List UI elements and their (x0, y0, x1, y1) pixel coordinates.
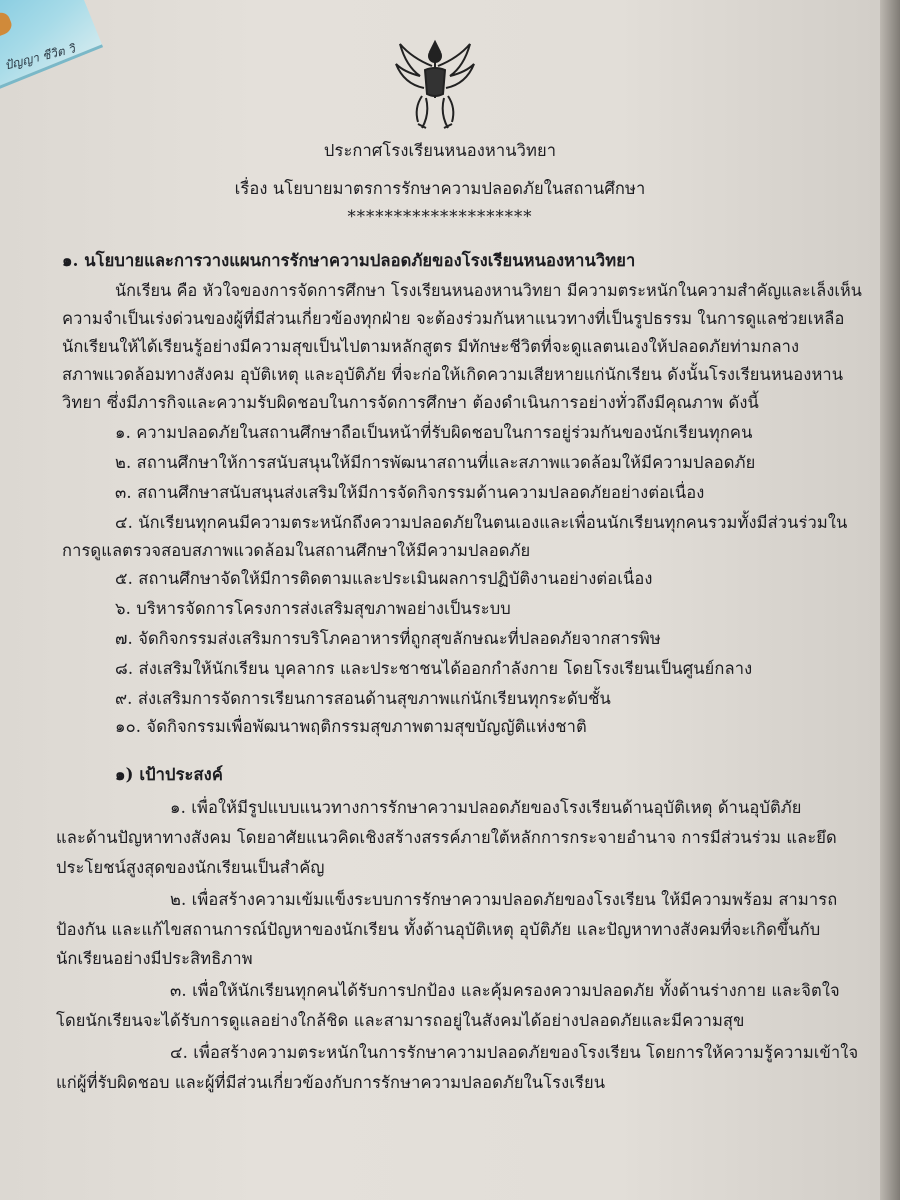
paragraph-line: นักเรียนให้ได้เรียนรู้อย่างมีความสุขเป็นไปตามหลักสูตร มีทักษะชีวิตที่จะดูแลตนเองให้ปลอดภัยท่ามกลาง (62, 337, 800, 356)
list-item: ๔. นักเรียนทุกคนมีความตระหนักถึงความปลอดภัยในตนเองและเพื่อนนักเรียนทุกคนรวมทั้งมีส่วนร่วมใน (115, 513, 848, 532)
objective-line: ป้องกัน และแก้ไขสถานการณ์ปัญหาของนักเรียน ทั้งด้านอุบัติเหตุ อุบัติภัย และปัญหาทางสังคมที่จะเกิดขึ้นกับ (56, 920, 821, 939)
separator: ******************** (347, 207, 533, 226)
list-item-continuation: การดูแลตรวจสอบสภาพแวดล้อมในสถานศึกษาให้มีความปลอดภัย (62, 541, 531, 560)
document-title: ประกาศโรงเรียนหนองหานวิทยา (323, 141, 557, 160)
objective-line: ๓. เพื่อให้นักเรียนทุกคนได้รับการปกป้อง และคุ้มครองความปลอดภัย ทั้งด้านร่างกาย และจิตใจ (170, 981, 840, 1000)
list-item: ๑. ความปลอดภัยในสถานศึกษาถือเป็นหน้าที่รับผิดชอบในการอยู่ร่วมกันของนักเรียนทุกคน (115, 423, 753, 442)
list-item: ๕. สถานศึกษาจัดให้มีการติดตามและประเมินผลการปฏิบัติงานอย่างต่อเนื่อง (115, 569, 653, 588)
paragraph-line: นักเรียน คือ หัวใจของการจัดการศึกษา โรงเรียนหนองหานวิทยา มีความตระหนักในความสำคัญและเล็งเห็น (115, 281, 862, 300)
list-item: ๙. ส่งเสริมการจัดการเรียนการสอนด้านสุขภาพแก่นักเรียนทุกระดับชั้น (115, 689, 611, 708)
objective-line: นักเรียนอย่างมีประสิทธิภาพ (56, 949, 253, 968)
objective-line: และด้านปัญหาทางสังคม โดยอาศัยแนวคิดเชิงสร้างสรรค์ภายใต้หลักการกระจายอำนาจ การมีส่วนร่วม และยึด (56, 828, 837, 847)
page-edge-shadow (880, 0, 900, 1200)
objective-line: ประโยชน์สูงสุดของนักเรียนเป็นสำคัญ (56, 858, 325, 877)
list-item: ๓. สถานศึกษาสนับสนุนส่งเสริมให้มีการจัดกิจกรรมด้านความปลอดภัยอย่างต่อเนื่อง (115, 483, 705, 502)
subsection-heading: ๑) เป้าประสงค์ (115, 765, 223, 784)
objective-line: ๑. เพื่อให้มีรูปแบบแนวทางการรักษาความปลอดภัยของโรงเรียนด้านอุบัติเหตุ ด้านอุบัติภัย (170, 798, 802, 817)
paragraph-line: วิทยา ซึ่งมีภารกิจและความรับผิดชอบในการจัดการศึกษา ต้องดำเนินการอย่างทั่วถึงมีคุณภาพ ดังนี้ (62, 393, 759, 412)
section-heading: ๑. นโยบายและการวางแผนการรักษาความปลอดภัยของโรงเรียนหนองหานวิทยา (62, 251, 636, 270)
paragraph-line: สภาพแวดล้อมทางสังคม อุบัติเหตุ และอุบัติภัย ที่จะก่อให้เกิดความเสียหายแก่นักเรียน ดังนั้นโรงเรียนหนองหาน (62, 365, 844, 384)
list-item: ๖. บริหารจัดการโครงการส่งเสริมสุขภาพอย่างเป็นระบบ (115, 599, 511, 618)
garuda-emblem-icon (392, 36, 478, 132)
objective-line: ๒. เพื่อสร้างความเข้มแข็งระบบการรักษาความปลอดภัยของโรงเรียน ให้มีความพร้อม สามารถ (170, 890, 838, 909)
list-item: ๘. ส่งเสริมให้นักเรียน บุคลากร และประชาชนได้ออกกำลังกาย โดยโรงเรียนเป็นศูนย์กลาง (115, 659, 753, 678)
list-item: ๒. สถานศึกษาให้การสนับสนุนให้มีการพัฒนาสถานที่และสภาพแวดล้อมให้มีความปลอดภัย (115, 453, 756, 472)
corner-label: ปัญญา ชีวิต วิ (3, 41, 77, 73)
objective-line: แก่ผู้ที่รับผิดชอบ และผู้ที่มีส่วนเกี่ยวข้องกับการรักษาความปลอดภัยในโรงเรียน (56, 1073, 606, 1092)
objective-line: ๔. เพื่อสร้างความตระหนักในการรักษาความปลอดภัยของโรงเรียน โดยการให้ความรู้ความเข้าใจ (170, 1043, 859, 1062)
objective-line: โดยนักเรียนจะได้รับการดูแลอย่างใกล้ชิด และสามารถอยู่ในสังคมได้อย่างปลอดภัยและมีความสุข (56, 1011, 745, 1030)
list-item: ๗. จัดกิจกรรมส่งเสริมการบริโภคอาหารที่ถูกสุขลักษณะที่ปลอดภัยจากสารพิษ (115, 629, 661, 648)
list-item: ๑๐. จัดกิจกรรมเพื่อพัฒนาพฤติกรรมสุขภาพตามสุขบัญญัติแห่งชาติ (115, 717, 587, 736)
paragraph-line: ความจำเป็นเร่งด่วนของผู้ที่มีส่วนเกี่ยวข้องทุกฝ่าย จะต้องร่วมกันหาแนวทางที่เป็นรูปธรรม ในการดูแลช่วยเหลือ (62, 309, 845, 328)
document-subject: เรื่อง นโยบายมาตรการรักษาความปลอดภัยในสถานศึกษา (234, 179, 646, 198)
